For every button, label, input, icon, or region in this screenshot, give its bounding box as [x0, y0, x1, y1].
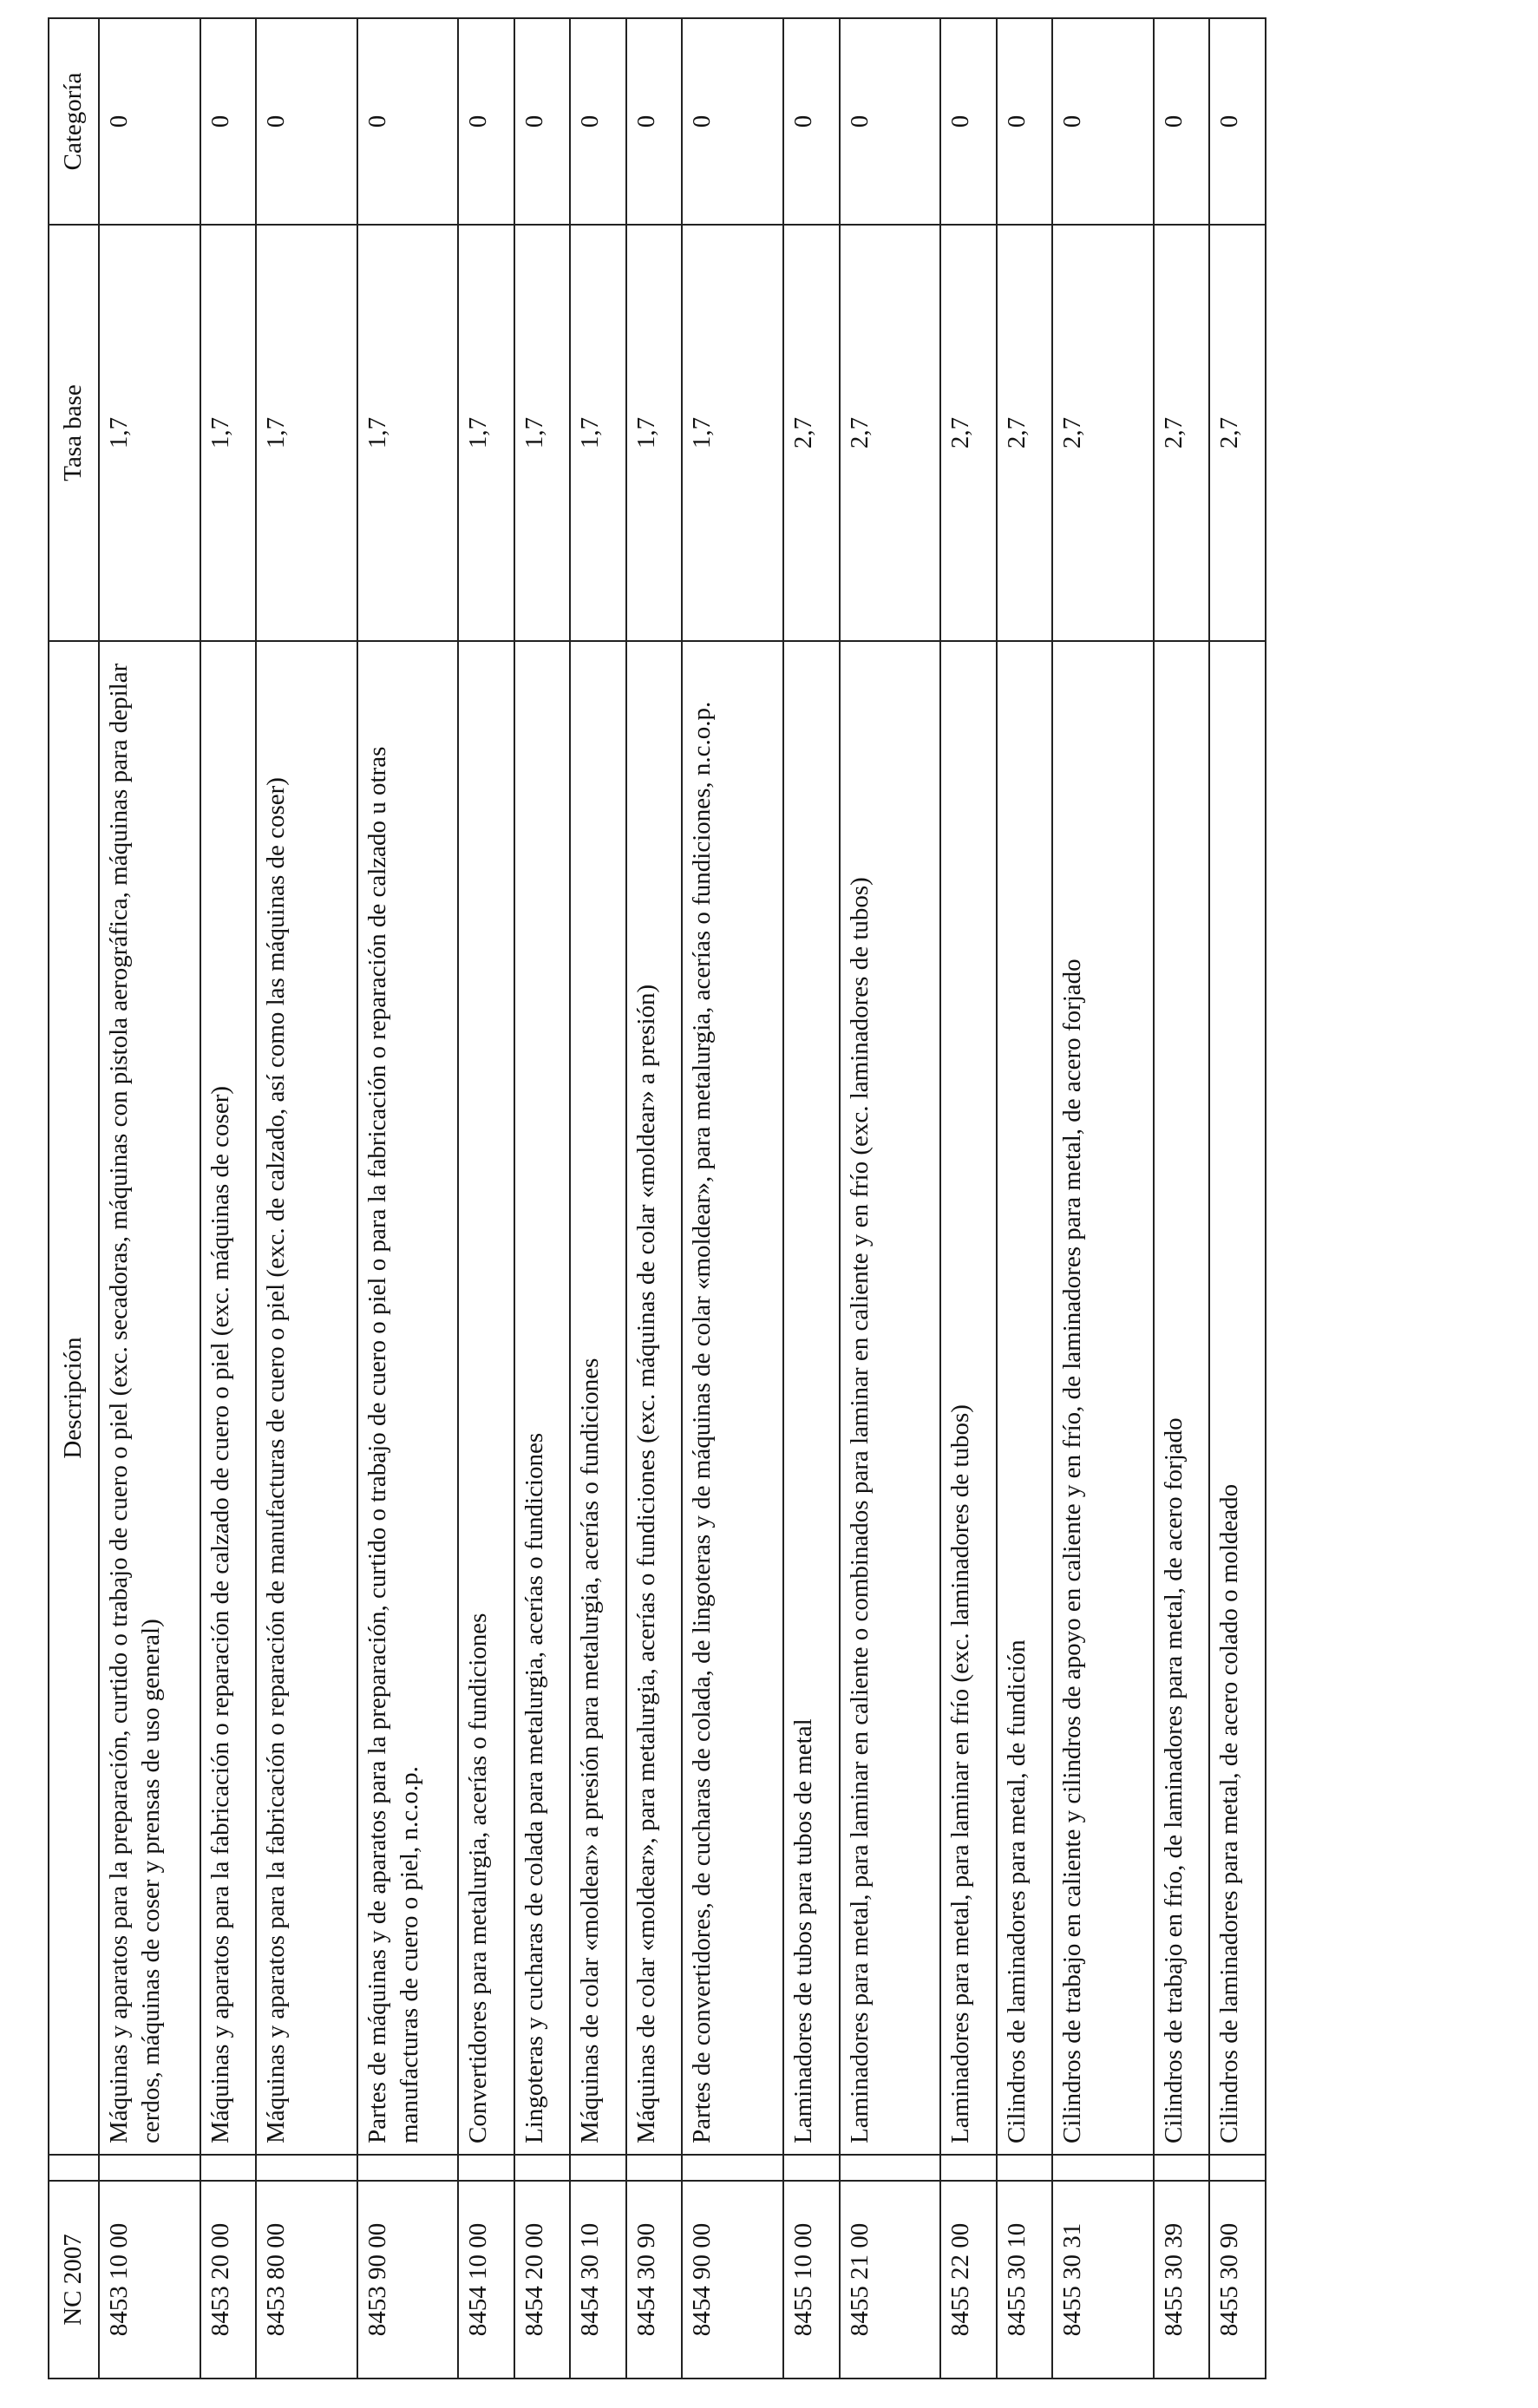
cell-categoria: 0 — [840, 18, 941, 225]
cell-tasa-base: 2,7 — [783, 225, 840, 641]
table-row — [1052, 18, 1154, 2379]
cell-descripcion: Laminadores para metal, para laminar en frío (exc. laminadores de tubos) — [940, 641, 997, 2155]
cell-categoria: 0 — [1209, 18, 1266, 225]
cell-nc-code: 8455 21 00 — [840, 2181, 941, 2379]
cell-categoria: 0 — [570, 18, 626, 225]
cell-nc-code: 8454 90 00 — [682, 2181, 783, 2379]
cell-nc-code: 8455 10 00 — [783, 2181, 840, 2379]
cell-tasa-base: 1,7 — [357, 225, 459, 641]
cell-descripcion: Laminadores de tubos para tubos de metal — [783, 641, 840, 2155]
cell-blank — [200, 2155, 257, 2181]
cell-tasa-base: 2,7 — [840, 225, 941, 641]
table-row — [357, 18, 459, 2379]
cell-tasa-base: 2,7 — [997, 225, 1053, 641]
cell-tasa-base: 1,7 — [682, 225, 783, 641]
cell-descripcion: Partes de convertidores, de cucharas de colada, de lingoteras y de máquinas de colar «moldear», para metalurgia, acerías o fundiciones, n.c.o.p. — [682, 641, 783, 2155]
cell-blank — [570, 2155, 626, 2181]
header-tasa: Tasa base — [49, 225, 99, 641]
cell-nc-code: 8455 30 90 — [1209, 2181, 1266, 2379]
cell-nc-code: 8453 80 00 — [256, 2181, 357, 2379]
cell-categoria: 0 — [514, 18, 571, 225]
cell-blank — [940, 2155, 997, 2181]
cell-blank — [783, 2155, 840, 2181]
cell-tasa-base: 2,7 — [1052, 225, 1154, 641]
cell-descripcion: Cilindros de laminadores para metal, de acero colado o moldeado — [1209, 641, 1266, 2155]
cell-categoria: 0 — [783, 18, 840, 225]
cell-nc-code: 8454 30 90 — [626, 2181, 683, 2379]
cell-blank — [357, 2155, 459, 2181]
cell-descripcion: Cilindros de trabajo en frío, de laminadores para metal, de acero forjado — [1154, 641, 1210, 2155]
cell-nc-code: 8453 90 00 — [357, 2181, 459, 2379]
cell-blank — [840, 2155, 941, 2181]
cell-tasa-base: 1,7 — [626, 225, 683, 641]
cell-descripcion: Lingoteras y cucharas de colada para metalurgia, acerías o fundiciones — [514, 641, 571, 2155]
cell-tasa-base: 1,7 — [200, 225, 257, 641]
cell-tasa-base: 2,7 — [1154, 225, 1210, 641]
cell-tasa-base: 1,7 — [458, 225, 514, 641]
table-row — [200, 18, 257, 2379]
cell-nc-code: 8455 30 39 — [1154, 2181, 1210, 2379]
cell-nc-code: 8454 20 00 — [514, 2181, 571, 2379]
cell-categoria: 0 — [626, 18, 683, 225]
table-body — [99, 18, 1266, 2379]
table-header-row — [49, 18, 99, 2379]
table-row — [1154, 18, 1210, 2379]
cell-nc-code: 8455 30 10 — [997, 2181, 1053, 2379]
cell-nc-code: 8455 22 00 — [940, 2181, 997, 2379]
table-row — [997, 18, 1053, 2379]
cell-blank — [997, 2155, 1053, 2181]
rotated-table-page — [48, 19, 1266, 2379]
table-row — [682, 18, 783, 2379]
table-row — [940, 18, 997, 2379]
table-row — [1209, 18, 1266, 2379]
header-nc: NC 2007 — [49, 2181, 99, 2379]
cell-categoria: 0 — [1052, 18, 1154, 225]
cell-descripcion: Cilindros de laminadores para metal, de fundición — [997, 641, 1053, 2155]
cell-categoria: 0 — [997, 18, 1053, 225]
cell-categoria: 0 — [1154, 18, 1210, 225]
cell-tasa-base: 1,7 — [99, 225, 200, 641]
cell-nc-code: 8454 30 10 — [570, 2181, 626, 2379]
table-row — [256, 18, 357, 2379]
cell-descripcion: Máquinas y aparatos para la preparación, curtido o trabajo de cuero o piel (exc. secadoras, máquinas con pistola aerográfica, máquinas para depilar cerdos, máquinas de coser y prensas de uso general) — [99, 641, 200, 2155]
cell-categoria: 0 — [200, 18, 257, 225]
table-row — [514, 18, 571, 2379]
cell-descripcion: Partes de máquinas y de aparatos para la preparación, curtido o trabajo de cuero o piel o para la fabricación o reparación de calzado u otras manufacturas de cuero o piel, n.c.o.p. — [357, 641, 459, 2155]
header-categoria: Categoría — [49, 18, 99, 225]
cell-categoria: 0 — [458, 18, 514, 225]
cell-nc-code: 8453 10 00 — [99, 2181, 200, 2379]
cell-blank — [1209, 2155, 1266, 2181]
table-row — [99, 18, 200, 2379]
cell-categoria: 0 — [940, 18, 997, 225]
cell-descripcion: Máquinas y aparatos para la fabricación o reparación de calzado de cuero o piel (exc. máquinas de coser) — [200, 641, 257, 2155]
cell-blank — [458, 2155, 514, 2181]
cell-descripcion: Laminadores para metal, para laminar en caliente o combinados para laminar en caliente y en frío (exc. laminadores de tubos) — [840, 641, 941, 2155]
cell-descripcion: Convertidores para metalurgia, acerías o fundiciones — [458, 641, 514, 2155]
cell-descripcion: Máquinas y aparatos para la fabricación o reparación de manufacturas de cuero o piel (exc. de calzado, así como las máquinas de coser) — [256, 641, 357, 2155]
cell-blank — [626, 2155, 683, 2181]
cell-blank — [682, 2155, 783, 2181]
cell-blank — [1052, 2155, 1154, 2181]
cell-tasa-base: 1,7 — [514, 225, 571, 641]
table-row — [783, 18, 840, 2379]
cell-nc-code: 8454 10 00 — [458, 2181, 514, 2379]
cell-blank — [514, 2155, 571, 2181]
cell-categoria: 0 — [682, 18, 783, 225]
cell-nc-code: 8455 30 31 — [1052, 2181, 1154, 2379]
cell-descripcion: Cilindros de trabajo en caliente y cilindros de apoyo en caliente y en frío, de laminadores para metal, de acero forjado — [1052, 641, 1154, 2155]
cell-nc-code: 8453 20 00 — [200, 2181, 257, 2379]
header-descripcion: Descripción — [49, 641, 99, 2155]
cell-blank — [1154, 2155, 1210, 2181]
cell-descripcion: Máquinas de colar «moldear» a presión para metalurgia, acerías o fundiciones — [570, 641, 626, 2155]
cell-categoria: 0 — [256, 18, 357, 225]
cell-categoria: 0 — [357, 18, 459, 225]
cell-tasa-base: 2,7 — [1209, 225, 1266, 641]
table-row — [840, 18, 941, 2379]
table-row — [570, 18, 626, 2379]
table-row — [626, 18, 683, 2379]
cell-tasa-base: 1,7 — [256, 225, 357, 641]
cell-tasa-base: 1,7 — [570, 225, 626, 641]
header-blank — [49, 2155, 99, 2181]
tariff-table — [48, 17, 1266, 2379]
cell-blank — [256, 2155, 357, 2181]
table-row — [458, 18, 514, 2379]
cell-tasa-base: 2,7 — [940, 225, 997, 641]
cell-descripcion: Máquinas de colar «moldear», para metalurgia, acerías o fundiciones (exc. máquinas de colar «moldear» a presión) — [626, 641, 683, 2155]
cell-categoria: 0 — [99, 18, 200, 225]
cell-blank — [99, 2155, 200, 2181]
